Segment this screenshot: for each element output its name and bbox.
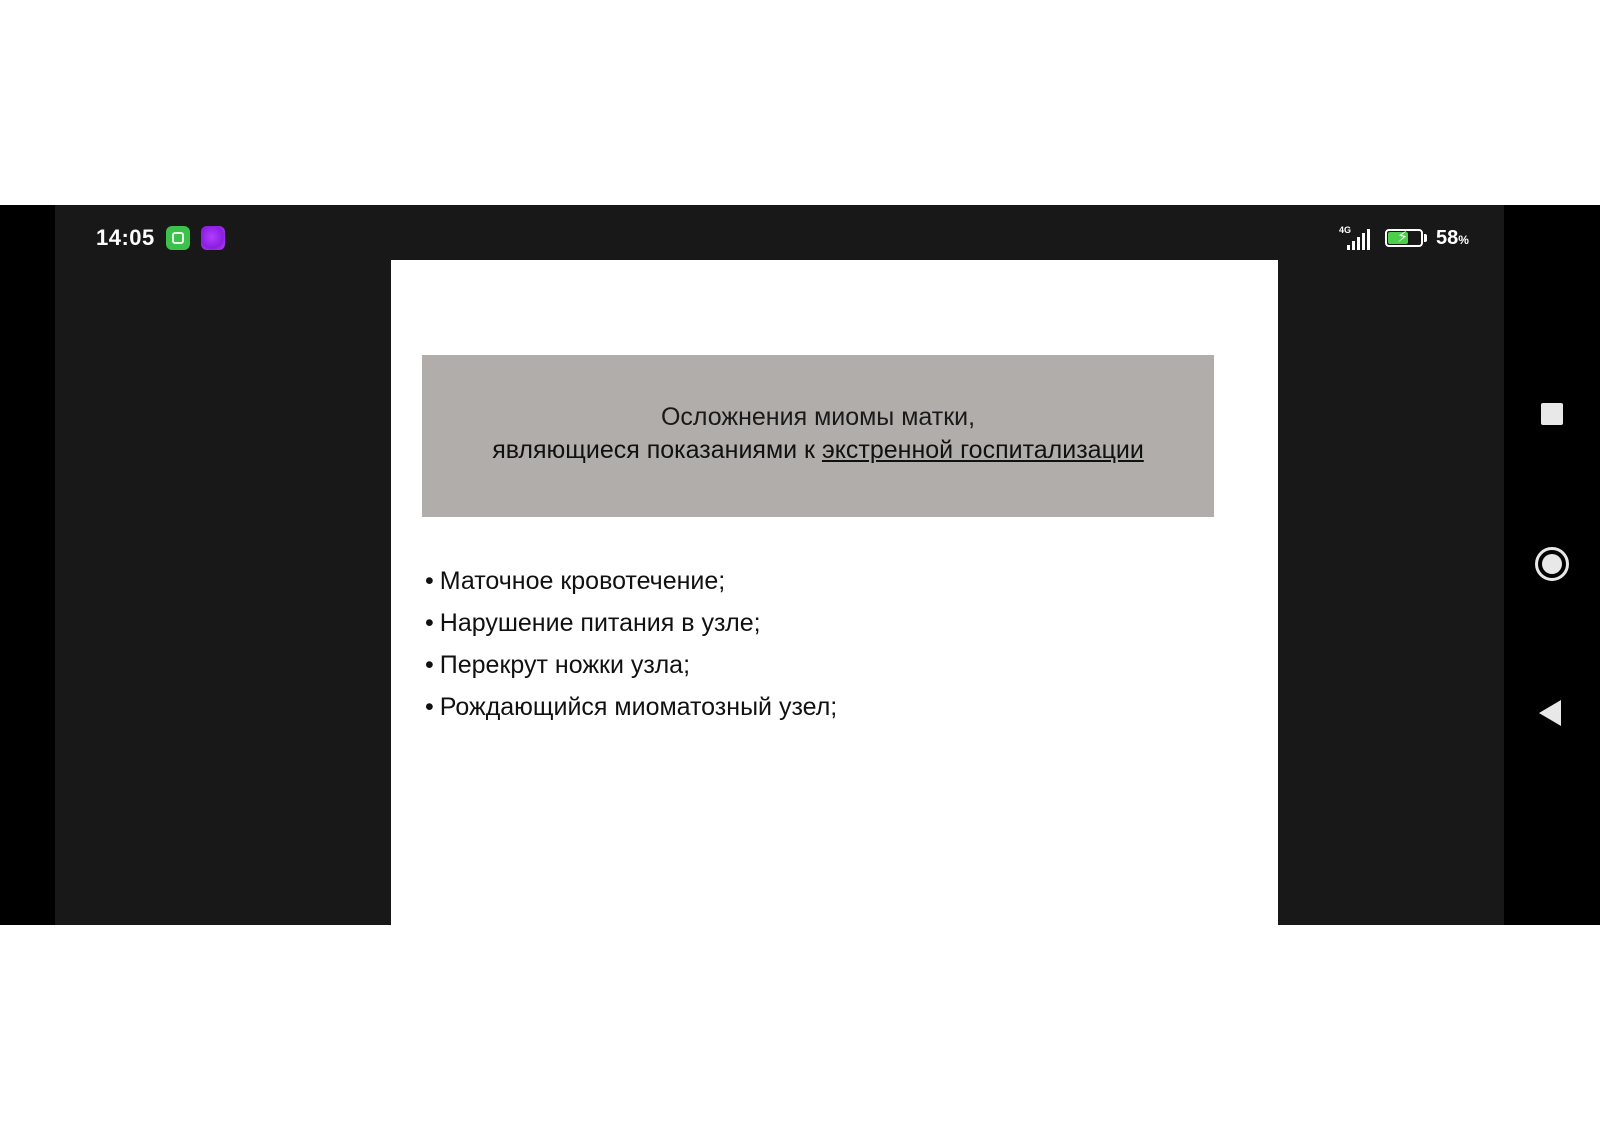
slide-title-box: [422, 355, 1214, 517]
purple-app-icon: [201, 226, 225, 250]
phone-screen: [0, 205, 1600, 925]
slide-title-line-2: [422, 436, 1214, 465]
app-viewport: [55, 205, 1504, 925]
slide-title-line-1: Осложнения миомы матки,: [660, 403, 976, 431]
slide-title-plain: являющиеся показаниями к: [492, 436, 822, 464]
list-item: • Нарушение питания в узле;: [425, 609, 761, 637]
recents-square-icon[interactable]: [1541, 403, 1563, 425]
list-item: • Перекрут ножки узла;: [425, 651, 691, 679]
bullet-list: [425, 560, 837, 728]
back-triangle-icon[interactable]: [1539, 700, 1561, 726]
list-item: • Рождающийся миоматозный узел;: [425, 693, 838, 721]
list-item: • Маточное кровотечение;: [425, 567, 726, 595]
cell-signal-icon: [1335, 225, 1377, 253]
network-type: 4G: [1339, 225, 1352, 235]
battery-tip: [1424, 234, 1427, 242]
slide-title-underlined: экстренной госпитализации: [821, 436, 1144, 464]
presentation-slide[interactable]: [391, 260, 1278, 925]
green-app-icon: [166, 226, 190, 250]
battery-percent: 58%: [1436, 227, 1469, 249]
status-time: 14:05: [96, 225, 155, 250]
charging-bolt-icon: ⚡: [1397, 229, 1409, 246]
home-circle-icon[interactable]: [1535, 547, 1569, 581]
